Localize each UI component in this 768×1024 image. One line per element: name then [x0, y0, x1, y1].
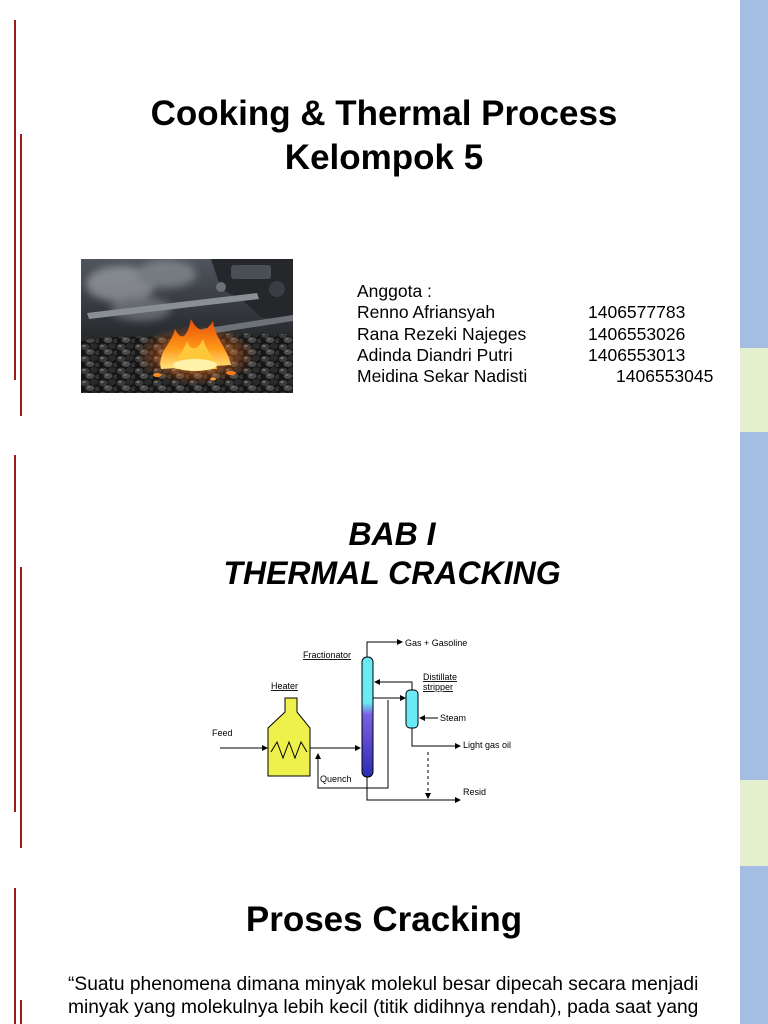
stripper-vapor-line — [375, 682, 412, 690]
slide-3 — [0, 866, 768, 1024]
forge-fire-photo — [81, 259, 293, 393]
side-band-green — [740, 780, 768, 866]
members-list — [357, 281, 727, 387]
left-rule — [20, 1000, 22, 1024]
distillate-stripper-label: stripper — [423, 682, 454, 692]
heater-label: Heater — [271, 681, 299, 691]
slide-title: Proses Cracking — [245, 900, 523, 939]
side-band-blue — [740, 866, 768, 1024]
left-rule — [20, 567, 22, 848]
slide-title: Cooking & Thermal Process — [150, 94, 618, 133]
gas-gasoline-label: Gas + Gasoline — [405, 638, 468, 648]
thermal-cracking-diagram — [200, 630, 530, 810]
member-row — [357, 324, 727, 345]
member-name: Meidina Sekar Nadisti — [357, 366, 528, 386]
light-gas-oil-label: Light gas oil — [463, 740, 512, 750]
left-rule — [14, 20, 16, 380]
resid-label: Resid — [463, 787, 487, 797]
steam-label: Steam — [440, 713, 467, 723]
fractionator-column — [362, 657, 373, 777]
member-row — [357, 366, 727, 387]
member-name: Adinda Diandri Putri — [357, 344, 513, 365]
slide-2 — [0, 432, 768, 866]
heater-shape — [268, 698, 310, 776]
member-name: Renno Afriansyah — [357, 302, 496, 323]
member-id: 1406577783 — [588, 302, 686, 323]
overhead-line — [367, 642, 402, 657]
member-row — [357, 302, 727, 323]
member-id: 1406553045 — [616, 366, 714, 386]
side-band-blue — [740, 432, 768, 780]
chapter-heading: BAB I — [348, 516, 436, 552]
light-gas-oil-line — [412, 728, 460, 746]
left-rule — [14, 455, 16, 812]
slide-1 — [0, 0, 768, 432]
member-name: Rana Rezeki Najeges — [357, 323, 527, 344]
feed-label: Feed — [212, 728, 233, 738]
distillate-stripper-column — [406, 690, 418, 728]
quench-label: Quench — [320, 774, 352, 784]
member-id: 1406553013 — [588, 344, 686, 365]
fractionator-label: Fractionator — [303, 650, 352, 660]
member-row — [357, 345, 727, 366]
definition-quote — [68, 973, 738, 1019]
left-rule — [20, 134, 22, 416]
body-line: minyak yang molekulnya lebih kecil (titik didihnya rendah), pada saat yang — [68, 997, 699, 1018]
side-band-green — [740, 348, 768, 432]
chapter-title: THERMAL CRACKING — [223, 555, 561, 591]
member-id: 1406553026 — [588, 323, 686, 344]
members-heading: Anggota : — [357, 281, 432, 301]
distillate-stripper-label: Distillate — [423, 672, 458, 682]
body-line: “Suatu phenomena dimana minyak molekul besar dipecah secara menjadi — [68, 974, 699, 995]
slide-subtitle: Kelompok 5 — [284, 138, 484, 177]
